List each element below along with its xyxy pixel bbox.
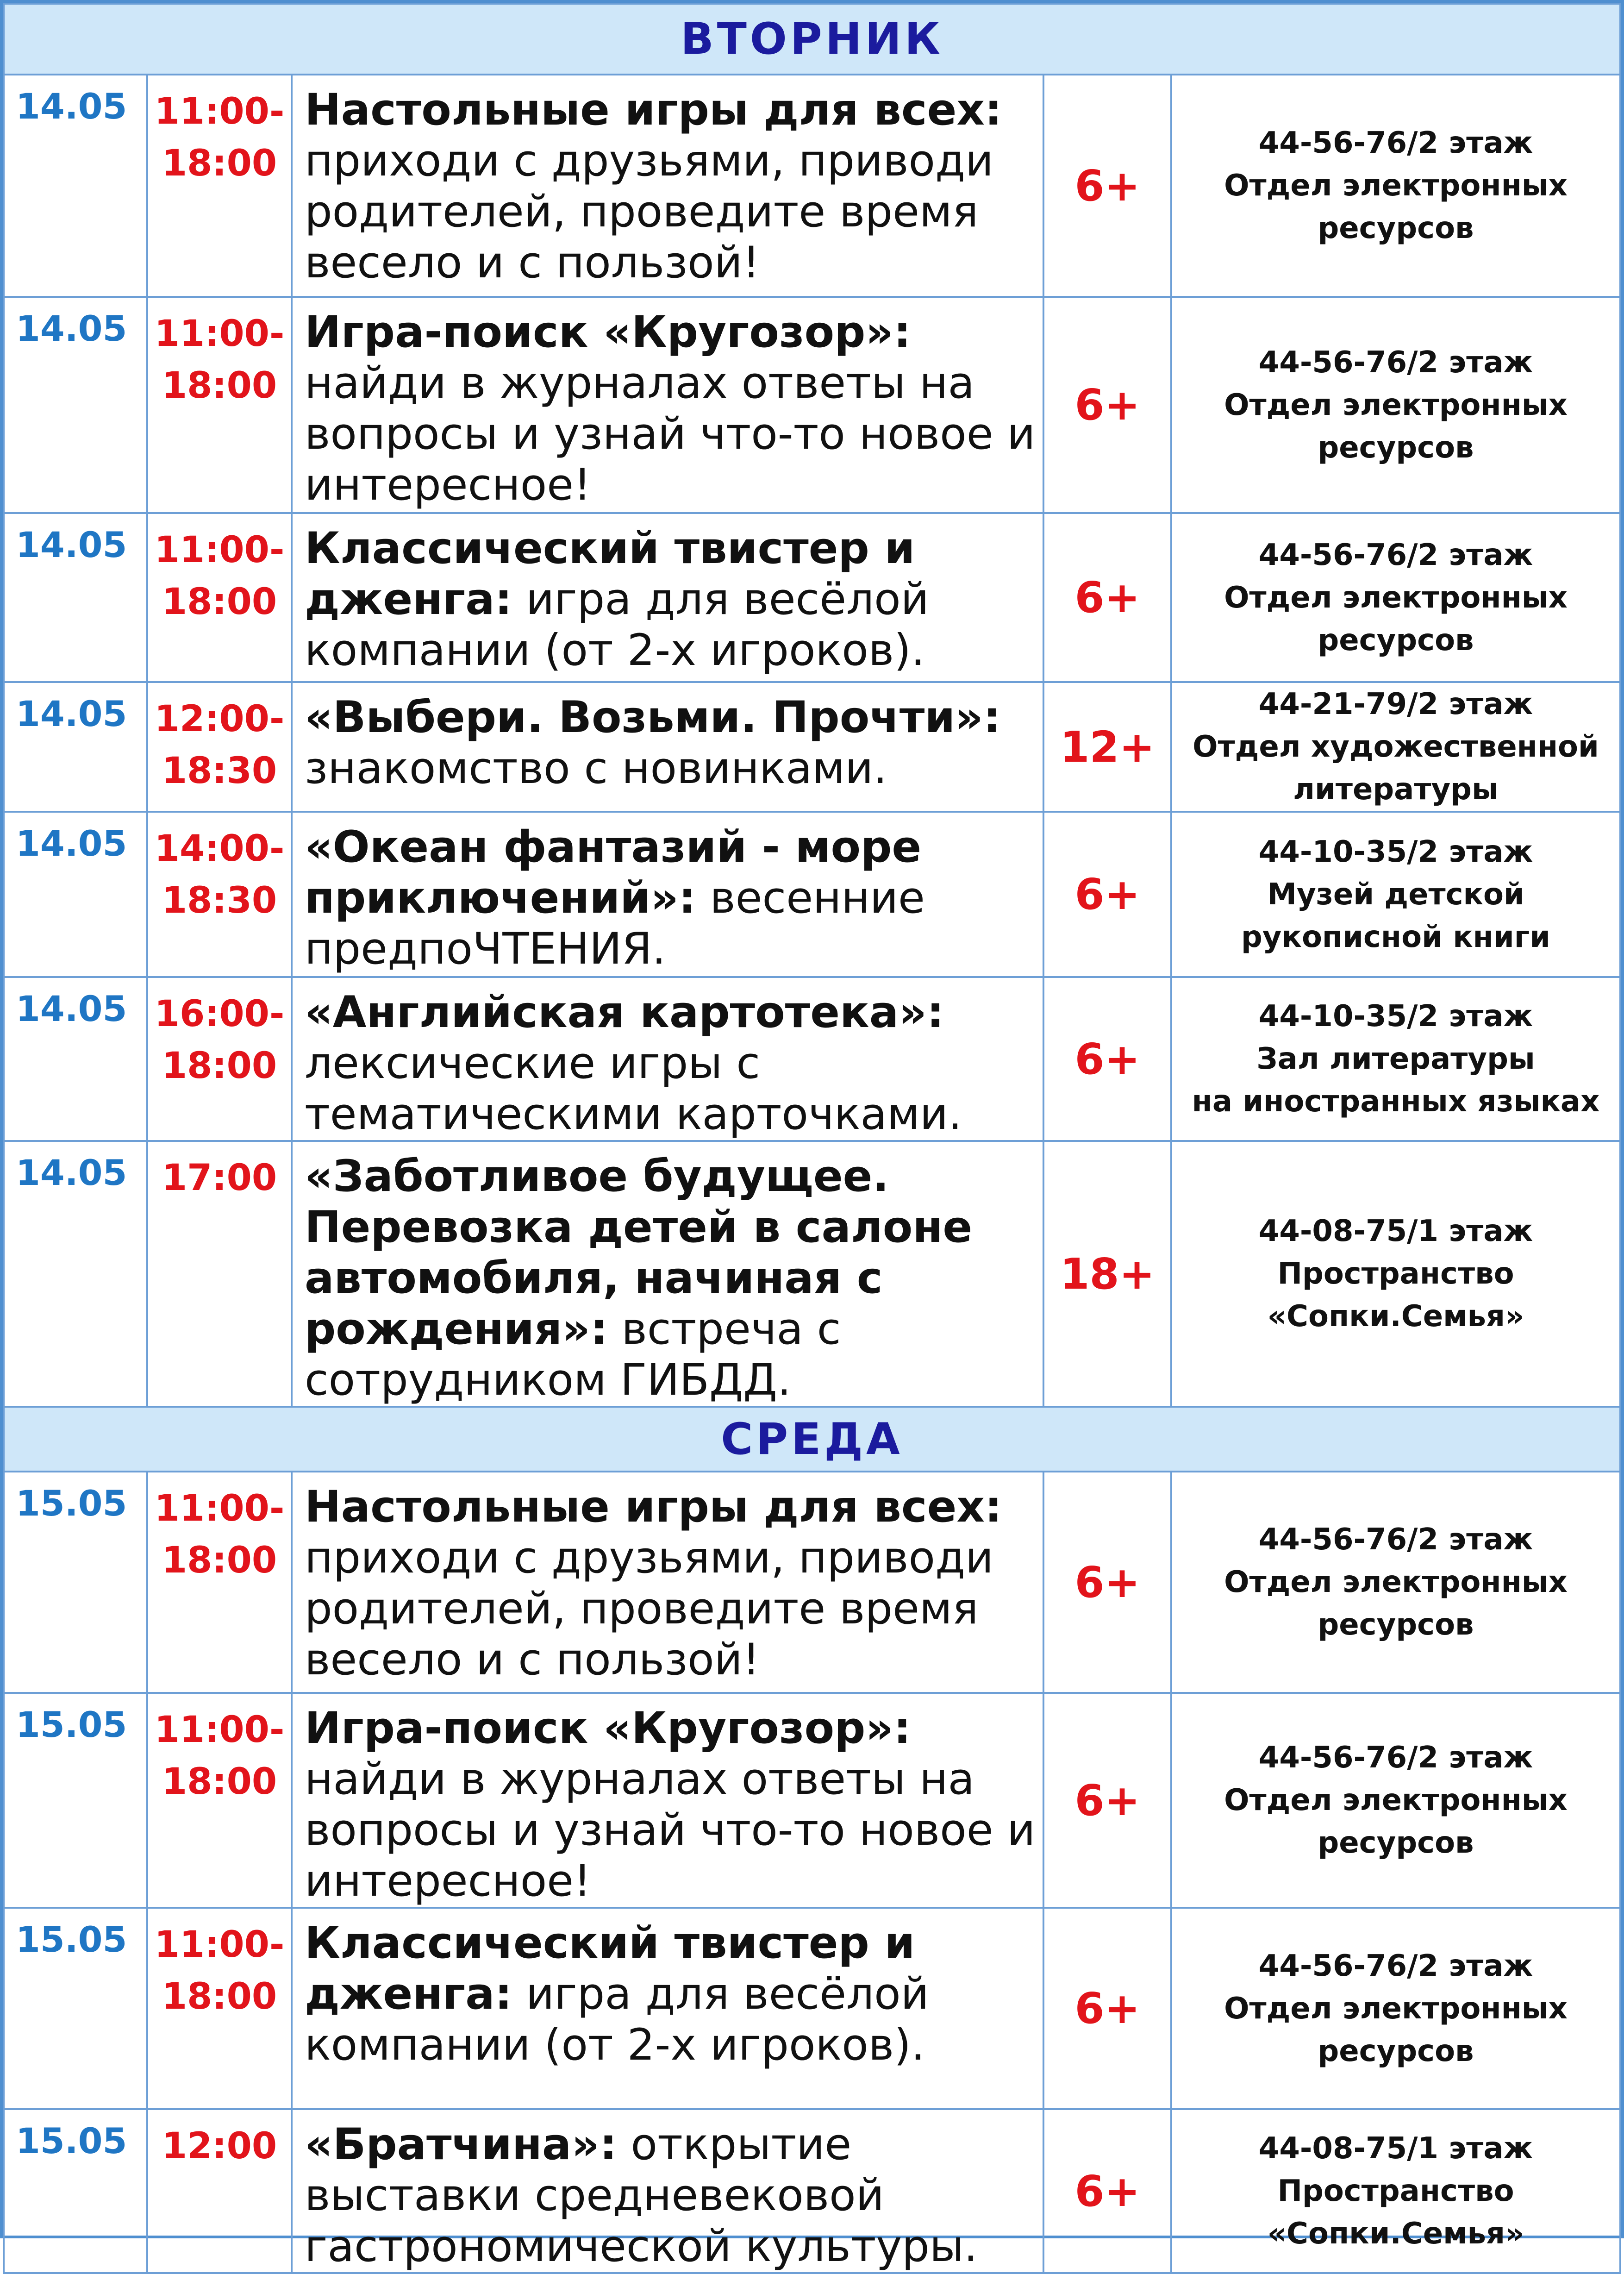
event-date: 14.05 [4, 682, 147, 812]
event-time [147, 977, 292, 1141]
table-row [4, 75, 1620, 297]
contact-dept-line: ресурсов [1318, 211, 1474, 245]
event-text: знакомство с новинками. [305, 743, 887, 794]
event-text: найди в журналах ответы на вопросы и узнай что-то новое и интересное! [305, 358, 1036, 510]
age-rating: 6+ [1043, 1908, 1171, 2109]
event-title: Настольные игры для всех: [305, 1482, 1002, 1532]
time-start: 11:00- [154, 529, 285, 571]
contact-dept-line: литературы [1293, 772, 1499, 807]
event-date: 14.05 [4, 977, 147, 1141]
event-contact [1171, 75, 1620, 297]
event-title: Классический твистер и дженга: [305, 523, 915, 625]
time-start: 12:00- [154, 698, 285, 740]
event-date: 15.05 [4, 1908, 147, 2109]
day-header-row [4, 1407, 1620, 1472]
time-start: 11:00- [154, 91, 285, 132]
event-description [292, 1693, 1043, 1908]
event-description [292, 1141, 1043, 1407]
contact-dept-line: ресурсов [1318, 2034, 1474, 2068]
table-row [4, 513, 1620, 682]
time-end: 18:00 [162, 365, 277, 407]
age-rating: 6+ [1043, 1693, 1171, 1908]
event-text: игра для весёлой компании (от 2-х игроков). [305, 574, 929, 676]
event-description [292, 75, 1043, 297]
contact-dept-line: ресурсов [1318, 623, 1474, 658]
event-text: приходи с друзьями, приводи родителей, проведите время весело и с пользой! [305, 136, 994, 288]
age-rating: 6+ [1043, 297, 1171, 513]
event-description [292, 1472, 1043, 1693]
event-contact [1171, 1908, 1620, 2109]
time-start: 14:00- [154, 828, 285, 870]
contact-dept-line: «Сопки.Семья» [1267, 2217, 1524, 2251]
event-text: приходи с друзьями, приводи родителей, проведите время весело и с пользой! [305, 1533, 994, 1685]
table-row [4, 812, 1620, 977]
time-start: 11:00- [154, 1924, 285, 1966]
time-end: 18:30 [162, 750, 277, 792]
event-time [147, 1693, 292, 1908]
event-title: Настольные игры для всех: [305, 85, 1002, 135]
contact-phone: 44-56-76/2 этаж [1258, 1522, 1533, 1557]
age-rating: 12+ [1043, 682, 1171, 812]
event-contact [1171, 1693, 1620, 1908]
time-start: 16:00- [154, 993, 285, 1035]
event-title: Игра-поиск «Кругозор»: [305, 307, 911, 357]
event-title: Игра-поиск «Кругозор»: [305, 1703, 911, 1754]
time-end: 18:00 [162, 1540, 277, 1581]
contact-phone: 44-56-76/2 этаж [1258, 345, 1533, 380]
contact-dept-line: Отдел электронных [1224, 1783, 1568, 1817]
table-row [4, 682, 1620, 812]
contact-dept-line: Отдел электронных [1224, 1991, 1568, 2026]
contact-dept-line: Отдел электронных [1224, 1565, 1568, 1599]
time-end: 18:30 [162, 880, 277, 921]
table-row [4, 1472, 1620, 1693]
event-text: найди в журналах ответы на вопросы и узнай что-то новое и интересное! [305, 1754, 1036, 1906]
event-contact [1171, 297, 1620, 513]
contact-phone: 44-10-35/2 этаж [1258, 834, 1533, 869]
event-time [147, 1472, 292, 1693]
event-title: «Заботливое будущее. Перевозка детей в салоне автомобиля, начиная с рождения»: [305, 1151, 973, 1354]
event-date: 15.05 [4, 1472, 147, 1693]
age-rating: 18+ [1043, 1141, 1171, 1407]
contact-dept-line: Отдел электронных [1224, 388, 1568, 422]
contact-dept-line: Музей детской [1267, 877, 1524, 912]
time-start: 11:00- [154, 313, 285, 355]
age-rating: 6+ [1043, 75, 1171, 297]
contact-dept-line: «Сопки.Семья» [1267, 1299, 1524, 1334]
time-start: 17:00 [162, 1157, 277, 1199]
day-header: СРЕДА [4, 1407, 1620, 1472]
contact-dept-line: Отдел художественной [1193, 730, 1599, 764]
event-text: встреча с сотрудником ГИБДД. [305, 1304, 841, 1405]
event-time [147, 297, 292, 513]
table-row [4, 297, 1620, 513]
contact-phone: 44-56-76/2 этаж [1258, 126, 1533, 160]
event-date: 14.05 [4, 297, 147, 513]
event-description [292, 513, 1043, 682]
table-row [4, 2109, 1620, 2273]
event-date: 15.05 [4, 2109, 147, 2273]
contact-phone: 44-10-35/2 этаж [1258, 999, 1533, 1034]
age-rating: 6+ [1043, 812, 1171, 977]
day-header: ВТОРНИК [4, 4, 1620, 75]
contact-dept-line: ресурсов [1318, 1826, 1474, 1860]
schedule-table [3, 3, 1621, 2274]
event-description [292, 977, 1043, 1141]
event-text: лексические игры с тематическими карточками. [305, 1038, 962, 1140]
contact-dept-line: Отдел электронных [1224, 580, 1568, 615]
event-title: «Выбери. Возьми. Прочти»: [305, 692, 1001, 743]
time-end: 18:00 [162, 1976, 277, 2017]
event-text: игра для весёлой компании (от 2-х игроков). [305, 1969, 929, 2070]
day-header-row [4, 4, 1620, 75]
event-time [147, 812, 292, 977]
contact-dept-line: на иностранных языках [1192, 1084, 1600, 1119]
time-end: 18:00 [162, 1045, 277, 1087]
time-start: 11:00- [154, 1488, 285, 1529]
contact-dept-line: Зал литературы [1256, 1042, 1535, 1076]
contact-phone: 44-56-76/2 этаж [1258, 1948, 1533, 1983]
table-row [4, 1141, 1620, 1407]
time-start: 11:00- [154, 1709, 285, 1751]
event-text: открытие выставки средневековой гастрономической культуры. [305, 2119, 978, 2272]
event-title: «Океан фантазий - море приключений»: [305, 822, 922, 923]
table-row [4, 1908, 1620, 2109]
age-rating: 6+ [1043, 977, 1171, 1141]
contact-dept-line: ресурсов [1318, 1608, 1474, 1642]
contact-phone: 44-21-79/2 этаж [1258, 687, 1533, 721]
table-row [4, 977, 1620, 1141]
event-contact [1171, 1472, 1620, 1693]
event-time [147, 75, 292, 297]
contact-dept-line: Пространство [1277, 1257, 1514, 1291]
time-end: 18:00 [162, 143, 277, 184]
time-start: 12:00 [162, 2125, 277, 2167]
table-row [4, 1693, 1620, 1908]
contact-dept-line: рукописной книги [1241, 920, 1551, 954]
contact-phone: 44-08-75/1 этаж [1258, 2131, 1533, 2166]
event-description [292, 682, 1043, 812]
event-contact [1171, 1141, 1620, 1407]
contact-dept-line: Отдел электронных [1224, 169, 1568, 203]
event-time [147, 1141, 292, 1407]
event-contact [1171, 513, 1620, 682]
contact-phone: 44-56-76/2 этаж [1258, 538, 1533, 572]
age-rating: 6+ [1043, 1472, 1171, 1693]
event-title: «Английская картотека»: [305, 987, 944, 1038]
age-rating: 6+ [1043, 513, 1171, 682]
event-date: 14.05 [4, 1141, 147, 1407]
event-contact [1171, 977, 1620, 1141]
event-contact [1171, 2109, 1620, 2273]
event-time [147, 1908, 292, 2109]
contact-dept-line: ресурсов [1318, 430, 1474, 465]
event-description [292, 2109, 1043, 2273]
time-end: 18:00 [162, 581, 277, 623]
event-date: 14.05 [4, 513, 147, 682]
event-date: 15.05 [4, 1693, 147, 1908]
contact-phone: 44-56-76/2 этаж [1258, 1741, 1533, 1775]
event-time [147, 513, 292, 682]
event-description [292, 812, 1043, 977]
time-end: 18:00 [162, 1761, 277, 1803]
contact-phone: 44-08-75/1 этаж [1258, 1214, 1533, 1248]
event-contact [1171, 682, 1620, 812]
event-title: «Братчина»: [305, 2119, 617, 2170]
age-rating: 6+ [1043, 2109, 1171, 2273]
event-contact [1171, 812, 1620, 977]
event-title: Классический твистер и дженга: [305, 1918, 915, 2019]
contact-dept-line: Пространство [1277, 2174, 1514, 2208]
event-date: 14.05 [4, 812, 147, 977]
event-time [147, 2109, 292, 2273]
event-description [292, 1908, 1043, 2109]
event-text: весенние предпоЧТЕНИЯ. [305, 873, 925, 974]
event-time [147, 682, 292, 812]
event-date: 14.05 [4, 75, 147, 297]
event-description [292, 297, 1043, 513]
